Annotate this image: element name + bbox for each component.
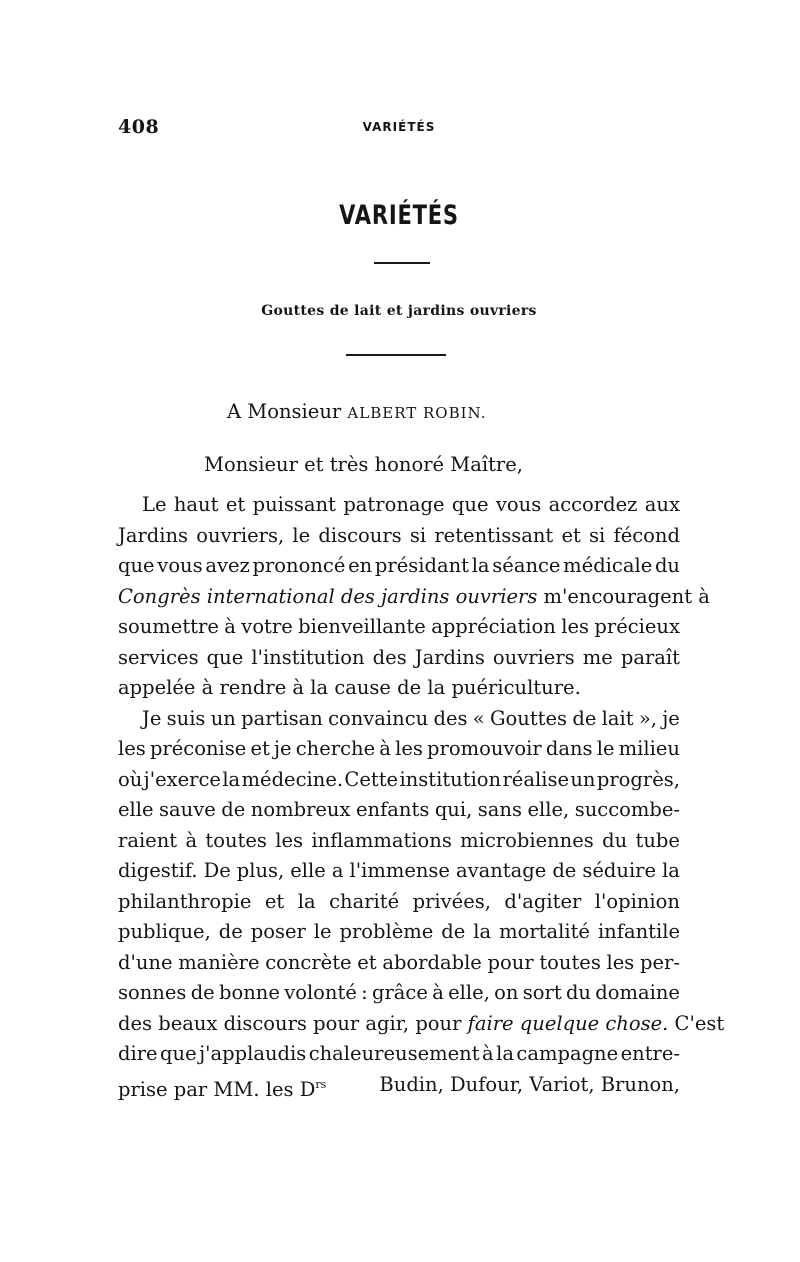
word: sauve xyxy=(159,798,216,821)
word: convaincu xyxy=(328,706,429,730)
word: avantage xyxy=(455,859,547,882)
word: domaine xyxy=(595,981,680,1004)
word: et xyxy=(250,737,270,760)
word: De xyxy=(203,859,231,882)
word: à xyxy=(185,828,198,852)
text-line xyxy=(118,887,680,918)
word: préconise xyxy=(149,737,247,760)
word: publique, xyxy=(118,920,211,943)
text-line xyxy=(118,551,680,582)
word: services xyxy=(118,645,199,669)
word: philanthropie xyxy=(118,889,252,913)
text-run: des beaux discours pour agir, pour xyxy=(118,1011,468,1035)
word: ouvriers xyxy=(492,645,575,669)
text-line xyxy=(118,643,680,674)
text-line: appelée à rendre à la cause de la puériculture. xyxy=(118,676,581,699)
word: si xyxy=(589,523,606,547)
word: si xyxy=(409,523,427,547)
word: vous xyxy=(495,493,542,516)
word: me xyxy=(582,645,613,669)
word: haut xyxy=(173,493,219,516)
word: Cette xyxy=(344,767,399,791)
text-run xyxy=(118,1070,326,1101)
word: problème xyxy=(339,920,434,943)
text-line xyxy=(118,917,680,948)
word: bienveillante xyxy=(298,615,426,638)
text-line xyxy=(118,826,680,857)
word: enfants xyxy=(355,798,430,821)
word: charité xyxy=(329,889,400,913)
word: je xyxy=(662,706,680,730)
text-run: m'encouragent à xyxy=(537,584,710,608)
word: fécond xyxy=(613,523,680,547)
word: l'institution xyxy=(251,645,365,669)
word: Je xyxy=(142,706,162,730)
italic-phrase: faire quelque chose. xyxy=(467,1011,669,1035)
text-line xyxy=(118,978,680,1009)
word: un xyxy=(570,767,596,791)
word: sans xyxy=(477,798,522,821)
text-line xyxy=(118,521,680,552)
word: votre xyxy=(241,615,293,638)
word: médecine. xyxy=(241,767,344,791)
word: mortalité xyxy=(499,920,590,943)
word: plus, xyxy=(236,859,285,882)
word: Jardins xyxy=(118,523,189,547)
text-line xyxy=(118,612,680,643)
word: sonnes xyxy=(118,981,187,1004)
word: du xyxy=(602,828,628,852)
word: patronage xyxy=(343,493,445,516)
word: de xyxy=(218,920,243,943)
word: la xyxy=(473,920,492,943)
word: entre- xyxy=(620,1042,680,1065)
word: prononcé xyxy=(252,554,346,577)
text-line xyxy=(118,856,680,887)
word: suis xyxy=(166,706,206,730)
word: les xyxy=(395,737,423,760)
text-line xyxy=(118,765,680,796)
word: tube xyxy=(635,828,680,852)
running-title: VARIÉTÉS xyxy=(362,120,436,134)
word: pour xyxy=(487,950,534,974)
word: de xyxy=(221,798,246,821)
word: paraît xyxy=(620,645,680,669)
word: retentissant xyxy=(434,523,554,547)
word: où xyxy=(118,767,143,791)
word: le xyxy=(292,523,311,547)
word: succombe- xyxy=(574,798,680,821)
word: le xyxy=(313,920,332,943)
word: d'une xyxy=(118,950,173,974)
text-line xyxy=(118,734,680,765)
word: privées, xyxy=(412,889,491,913)
word: appréciation xyxy=(431,615,556,638)
word: de xyxy=(572,706,597,730)
text-line xyxy=(118,1070,680,1101)
word: raient xyxy=(118,828,178,852)
text-line xyxy=(118,704,680,735)
addressee-name: ALBERT ROBIN. xyxy=(347,404,487,422)
word: à xyxy=(379,737,391,760)
word: puissant xyxy=(252,493,336,516)
word: Jardins xyxy=(414,645,485,669)
word: toutes xyxy=(539,950,601,974)
word: médicale xyxy=(563,554,653,577)
word: lait xyxy=(601,706,634,730)
word: et xyxy=(561,523,581,547)
word: toutes xyxy=(205,828,267,852)
word: soumettre xyxy=(118,615,219,638)
word: présidant xyxy=(374,554,469,577)
word: la xyxy=(297,889,316,913)
text-run: C'est xyxy=(668,1011,725,1035)
word: progrès, xyxy=(596,767,680,791)
word: infantile xyxy=(597,920,680,943)
word: la xyxy=(496,1042,514,1065)
word: discours xyxy=(318,523,402,547)
word: les xyxy=(275,828,304,852)
word: de xyxy=(552,859,577,882)
word: accordez xyxy=(548,493,638,516)
word: sort xyxy=(522,981,562,1004)
word: « xyxy=(472,706,485,730)
body-text xyxy=(118,490,725,1101)
word: avez xyxy=(205,554,250,577)
text-line xyxy=(118,795,680,826)
word: campagne xyxy=(516,1042,619,1065)
text-line xyxy=(118,948,680,979)
word: d'agiter xyxy=(504,889,582,913)
word: inflammations xyxy=(311,828,452,852)
word: à xyxy=(224,615,236,638)
word: la xyxy=(222,767,241,791)
word: cherche xyxy=(295,737,376,760)
word: et xyxy=(357,950,377,974)
word: milieu xyxy=(618,737,680,760)
word: qui, xyxy=(434,798,473,821)
word: nombreux xyxy=(250,798,351,821)
word: l'immense xyxy=(349,859,450,882)
word: du xyxy=(654,554,680,577)
word: à xyxy=(432,981,444,1004)
word: ouvriers, xyxy=(196,523,285,547)
word: elle xyxy=(290,859,326,882)
word: des xyxy=(372,645,407,669)
divider-rule xyxy=(374,262,430,264)
word: et xyxy=(225,493,246,516)
word: je xyxy=(274,737,292,760)
word: vous xyxy=(157,554,203,577)
word: que xyxy=(160,1042,197,1065)
text-run: Budin, Dufour, Variot, Brunon, xyxy=(373,1072,680,1096)
word: grâce xyxy=(372,981,428,1004)
word: digestif. xyxy=(118,859,198,882)
address-prefix: A Monsieur xyxy=(227,400,342,423)
word: elle, xyxy=(527,798,570,821)
page-number: 408 xyxy=(118,116,160,138)
text-line xyxy=(118,490,680,521)
word: dans xyxy=(545,737,593,760)
word: », xyxy=(638,706,657,730)
doctors-abbreviation-superscript: rs xyxy=(315,1077,327,1091)
word: du xyxy=(565,981,591,1004)
article-title: Gouttes de lait et jardins ouvriers xyxy=(261,303,537,319)
word: aux xyxy=(644,493,680,516)
word: les xyxy=(561,615,589,638)
word: poser xyxy=(250,920,306,943)
word: Le xyxy=(142,493,167,516)
word: promouvoir xyxy=(427,737,542,760)
word: microbiennes xyxy=(460,828,594,852)
word: que xyxy=(118,554,155,577)
word: de xyxy=(441,920,466,943)
word: que xyxy=(206,645,244,669)
word: partisan xyxy=(241,706,323,730)
italic-phrase: Congrès international des jardins ouvriers xyxy=(118,584,538,608)
word: j'exerce xyxy=(143,767,221,791)
word: manière xyxy=(178,950,260,974)
word: elle, xyxy=(448,981,490,1004)
text-line xyxy=(118,1039,680,1070)
section-title: VARIÉTÉS xyxy=(339,200,459,231)
word: que xyxy=(451,493,489,516)
word: et xyxy=(264,889,285,913)
word: on xyxy=(494,981,519,1004)
word: en xyxy=(348,554,373,577)
word: elle xyxy=(118,798,154,821)
word: : xyxy=(361,981,368,1004)
word: Gouttes xyxy=(489,706,568,730)
word: abordable xyxy=(382,950,482,974)
divider-rule xyxy=(346,354,446,356)
word: un xyxy=(210,706,236,730)
word: per- xyxy=(639,950,680,974)
running-head xyxy=(118,116,680,140)
word: volonté xyxy=(284,981,357,1004)
word: les xyxy=(606,950,635,974)
word: de xyxy=(190,981,215,1004)
word: séance xyxy=(492,554,561,577)
word: a xyxy=(331,859,344,882)
text-line xyxy=(118,1009,725,1040)
word: bonne xyxy=(219,981,280,1004)
word: dire xyxy=(118,1042,158,1065)
word: j'applaudis xyxy=(199,1042,307,1065)
word: la xyxy=(471,554,490,577)
word: chaleureusement xyxy=(308,1042,480,1065)
word: la xyxy=(662,859,680,882)
word: séduire xyxy=(582,859,657,882)
word: à xyxy=(482,1042,494,1065)
salutation: Monsieur et très honoré Maître, xyxy=(204,453,523,476)
word: institution xyxy=(399,767,502,791)
text-line xyxy=(118,582,710,613)
word: concrète xyxy=(265,950,352,974)
word: les xyxy=(118,737,146,760)
word: des xyxy=(433,706,468,730)
word: précieux xyxy=(594,615,680,638)
text-run-start: prise par MM. les D xyxy=(118,1077,316,1101)
word: le xyxy=(596,737,615,760)
address-line xyxy=(227,400,486,423)
word: l'opinion xyxy=(594,889,680,913)
word: réalise xyxy=(502,767,569,791)
